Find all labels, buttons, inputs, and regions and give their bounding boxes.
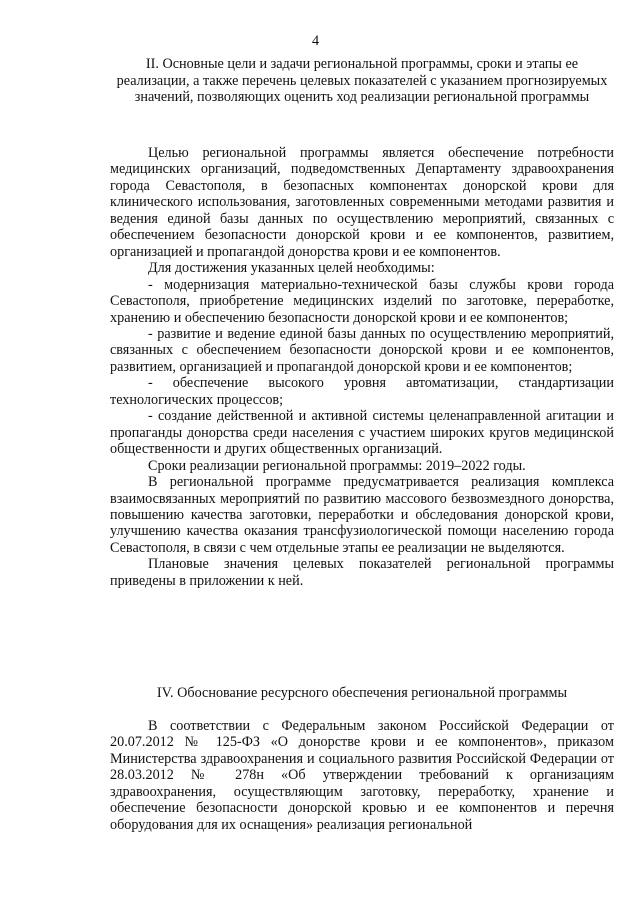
measures-paragraph: В региональной программе предусматривается реализация комплекса взаимосвязанных мероприятий по развитию массового безвозмездного донорства, повышению качества заготовки, переработки и обследования донорской крови, улучшению качества оказания трансфузиологической помощи населению города Севастополя, в связи с чем отдельные этапы ее реализации не выделяются. [110, 474, 614, 556]
timeline-paragraph: Сроки реализации региональной программы: 2019–2022 годы. [148, 457, 526, 474]
list-item-agitation: - создание действенной и активной системы целенаправленной агитации и пропаганды донорства среди населения с участием широких кругов медицинской общественности и других общественных организаций. [110, 408, 614, 458]
page-number: 4 [311, 33, 320, 49]
list-item-automation: - обеспечение высокого уровня автоматизации, стандартизации технологических процессов; [110, 375, 614, 408]
section-4-heading: IV. Обоснование ресурсного обеспечения региональной программы [156, 685, 568, 701]
section-2-heading: II. Основные цели и задачи региональной программы, сроки и этапы ее реализации, а также перечень целевых показателей с указанием прогнозируемых значений, позволяющих оценить ход реализации региональной программы [116, 56, 608, 106]
target-values-paragraph: Плановые значения целевых показателей региональной программы приведены в приложении к ней. [110, 556, 614, 589]
section-2-body [110, 145, 614, 589]
list-item-database: - развитие и ведение единой базы данных по осуществлению мероприятий, связанных с обеспечением безопасности донорской крови и ее компонентов, развитием, организацией и пропагандой донорской крови и ее компонентов; [110, 325, 614, 375]
section-4-body [110, 718, 614, 833]
goal-paragraph: Целью региональной программы является обеспечение потребности медицинских организаций, подведомственных Департаменту здравоохранения города Севастополя, в безопасных компонентах донорской крови для клинического использования, заготовленных современными методами развития и ведения единой базы данных по осуществлению мероприятий, связанных с обеспечением безопасности донорской крови и ее компонентов, развитием, организацией и пропагандой донорства крови и ее компонентов. [110, 145, 614, 260]
legal-basis-paragraph: В соответствии с Федеральным законом Российской Федерации от 20.07.2012 № 125-ФЗ «О донорстве крови и ее компонентов», приказом Министерства здравоохранения и социального развития Российской Федерации от 28.03.2012 № 278н «Об утверждении требований к организациям здравоохранения, осуществляющим заготовку, переработку, хранение и обеспечение безопасности донорской кровью и ее компонентов и перечня оборудования для их оснащения» реализация региональной [110, 718, 614, 833]
requirements-intro-paragraph: Для достижения указанных целей необходимы: [148, 260, 435, 277]
list-item-modernization: - модернизация материально-технической базы службы крови города Севастополя, приобретение медицинских изделий по заготовке, переработке, хранению и обеспечению безопасности донорской крови и ее компонентов; [110, 276, 614, 326]
